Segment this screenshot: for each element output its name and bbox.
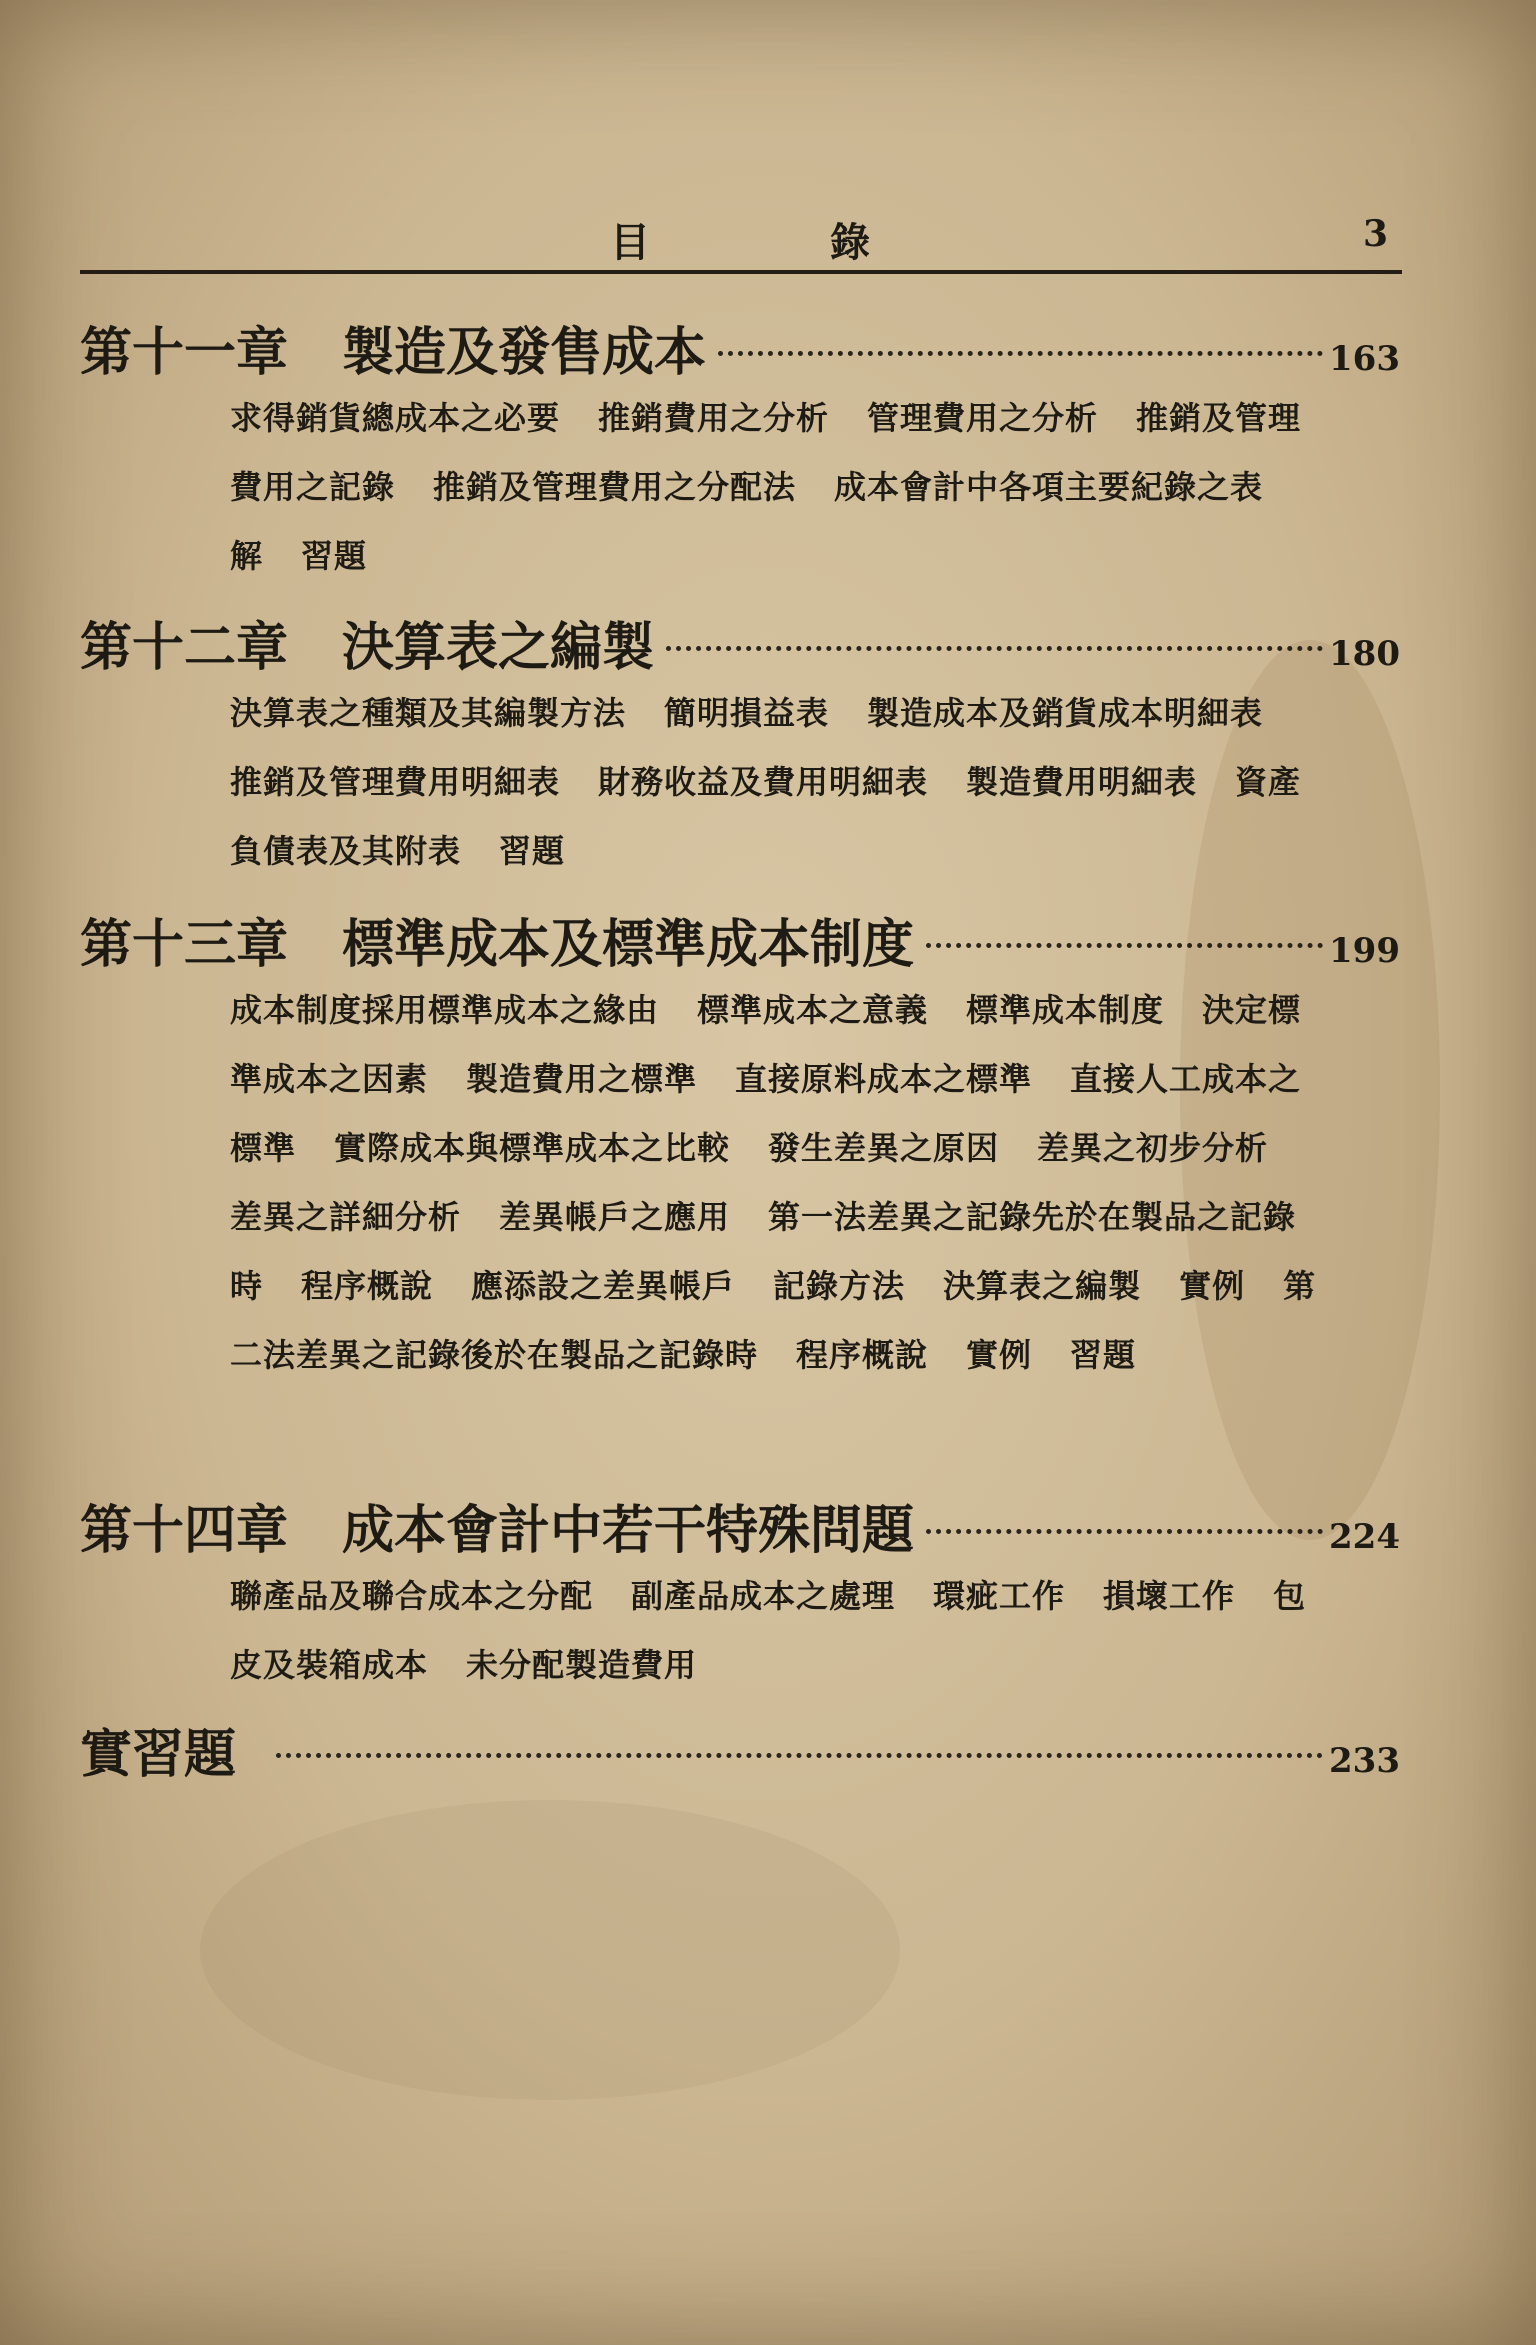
dot-leader — [926, 943, 1323, 948]
topic: 實例 — [966, 1336, 1033, 1374]
chapter-page-number: 224 — [1329, 1517, 1400, 1557]
appendix-heading[interactable] — [80, 1712, 1400, 1785]
chapter-title: 製造及發售成本 — [342, 322, 707, 383]
toc-chapter-12 — [80, 605, 1400, 886]
topic: 實際成本與標準成本之比較 — [334, 1129, 731, 1167]
topic: 求得銷貨總成本之必要 — [230, 399, 561, 437]
toc-chapter-14 — [80, 1488, 1400, 1700]
appendix-title: 實習題 — [80, 1724, 237, 1785]
chapter-number: 第十一章 — [80, 322, 289, 383]
chapter-page-number: 163 — [1329, 339, 1400, 379]
topic: 決算表之種類及其編製方法 — [230, 694, 627, 732]
topic: 製造成本及銷貨成本明細表 — [867, 694, 1264, 732]
page-number: 3 — [1362, 213, 1388, 255]
topic: 環疵工作 — [933, 1577, 1066, 1615]
chapter-number: 第十二章 — [80, 617, 289, 678]
chapter-topics — [230, 1562, 1320, 1700]
topic: 程序概說 — [301, 1267, 434, 1305]
paper-stain — [200, 1800, 900, 2100]
topic: 發生差異之原因 — [768, 1129, 1000, 1167]
chapter-heading[interactable] — [80, 1488, 1400, 1561]
topic: 財務收益及費用明細表 — [598, 763, 929, 801]
topic: 記錄方法 — [773, 1267, 906, 1305]
topic: 製造費用明細表 — [966, 763, 1198, 801]
topic: 管理費用之分析 — [867, 399, 1099, 437]
topic: 決定標準成本之因素 — [230, 991, 1302, 1098]
chapter-title: 決算表之編製 — [342, 617, 655, 678]
dot-leader — [666, 646, 1323, 651]
dot-leader — [926, 1529, 1323, 1534]
topic: 損壞工作 — [1103, 1577, 1236, 1615]
topic: 直接原料成本之標準 — [735, 1060, 1033, 1098]
chapter-topics — [230, 384, 1320, 591]
topic: 應添設之差異帳戶 — [471, 1267, 736, 1305]
chapter-number: 第十四章 — [80, 1500, 289, 1561]
dot-leader — [276, 1753, 1323, 1758]
topic: 差異帳戶之應用 — [499, 1198, 731, 1236]
toc-chapter-13 — [80, 902, 1400, 1390]
dot-leader — [718, 351, 1323, 356]
topic: 聯產品及聯合成本之分配 — [230, 1577, 594, 1615]
topic: 標準成本制度 — [966, 991, 1165, 1029]
topic: 第一法差異之記錄先於在製品之記錄時 — [230, 1198, 1297, 1305]
topic: 習題 — [499, 832, 566, 870]
chapter-number: 第十三章 — [80, 914, 289, 975]
topic: 推銷及管理費用之分配法 — [433, 468, 797, 506]
running-head — [80, 205, 1400, 265]
chapter-title: 成本會計中若干特殊問題 — [342, 1500, 915, 1561]
chapter-page-number: 180 — [1329, 634, 1400, 674]
toc-appendix — [80, 1712, 1400, 1785]
chapter-topics — [230, 679, 1320, 886]
chapter-heading[interactable] — [80, 902, 1400, 975]
topic: 包皮及裝箱成本 — [230, 1577, 1307, 1684]
header-rule — [80, 270, 1402, 274]
topic: 成本制度採用標準成本之緣由 — [230, 991, 660, 1029]
topic: 成本會計中各項主要紀錄之表解 — [230, 468, 1264, 575]
chapter-page-number: 199 — [1329, 931, 1400, 971]
chapter-heading[interactable] — [80, 605, 1400, 678]
topic: 未分配製造費用 — [466, 1646, 698, 1684]
toc-chapter-11 — [80, 310, 1400, 591]
topic: 實例 — [1179, 1267, 1246, 1305]
topic: 簡明損益表 — [664, 694, 830, 732]
appendix-page-number: 233 — [1329, 1741, 1400, 1781]
topic: 直接人工成本之標準 — [230, 1060, 1302, 1167]
topic: 差異之初步分析 — [1037, 1129, 1269, 1167]
topic: 資產負債表及其附表 — [230, 763, 1302, 870]
topic: 推銷費用之分析 — [598, 399, 830, 437]
topic: 習題 — [1070, 1336, 1137, 1374]
topic: 決算表之編製 — [943, 1267, 1142, 1305]
topic: 習題 — [301, 537, 368, 575]
topic: 推銷及管理費用明細表 — [230, 763, 561, 801]
topic: 差異之詳細分析 — [230, 1198, 462, 1236]
chapter-topics — [230, 976, 1320, 1390]
topic: 第二法差異之記錄後於在製品之記錄時 — [230, 1267, 1317, 1374]
topic: 副產品成本之處理 — [631, 1577, 896, 1615]
topic: 製造費用之標準 — [466, 1060, 698, 1098]
chapter-title: 標準成本及標準成本制度 — [342, 914, 915, 975]
topic: 標準成本之意義 — [697, 991, 929, 1029]
chapter-heading[interactable] — [80, 310, 1400, 383]
page-title: 目錄 — [610, 219, 1050, 266]
topic: 程序概說 — [796, 1336, 929, 1374]
topic: 推銷及管理費用之記錄 — [230, 399, 1302, 506]
